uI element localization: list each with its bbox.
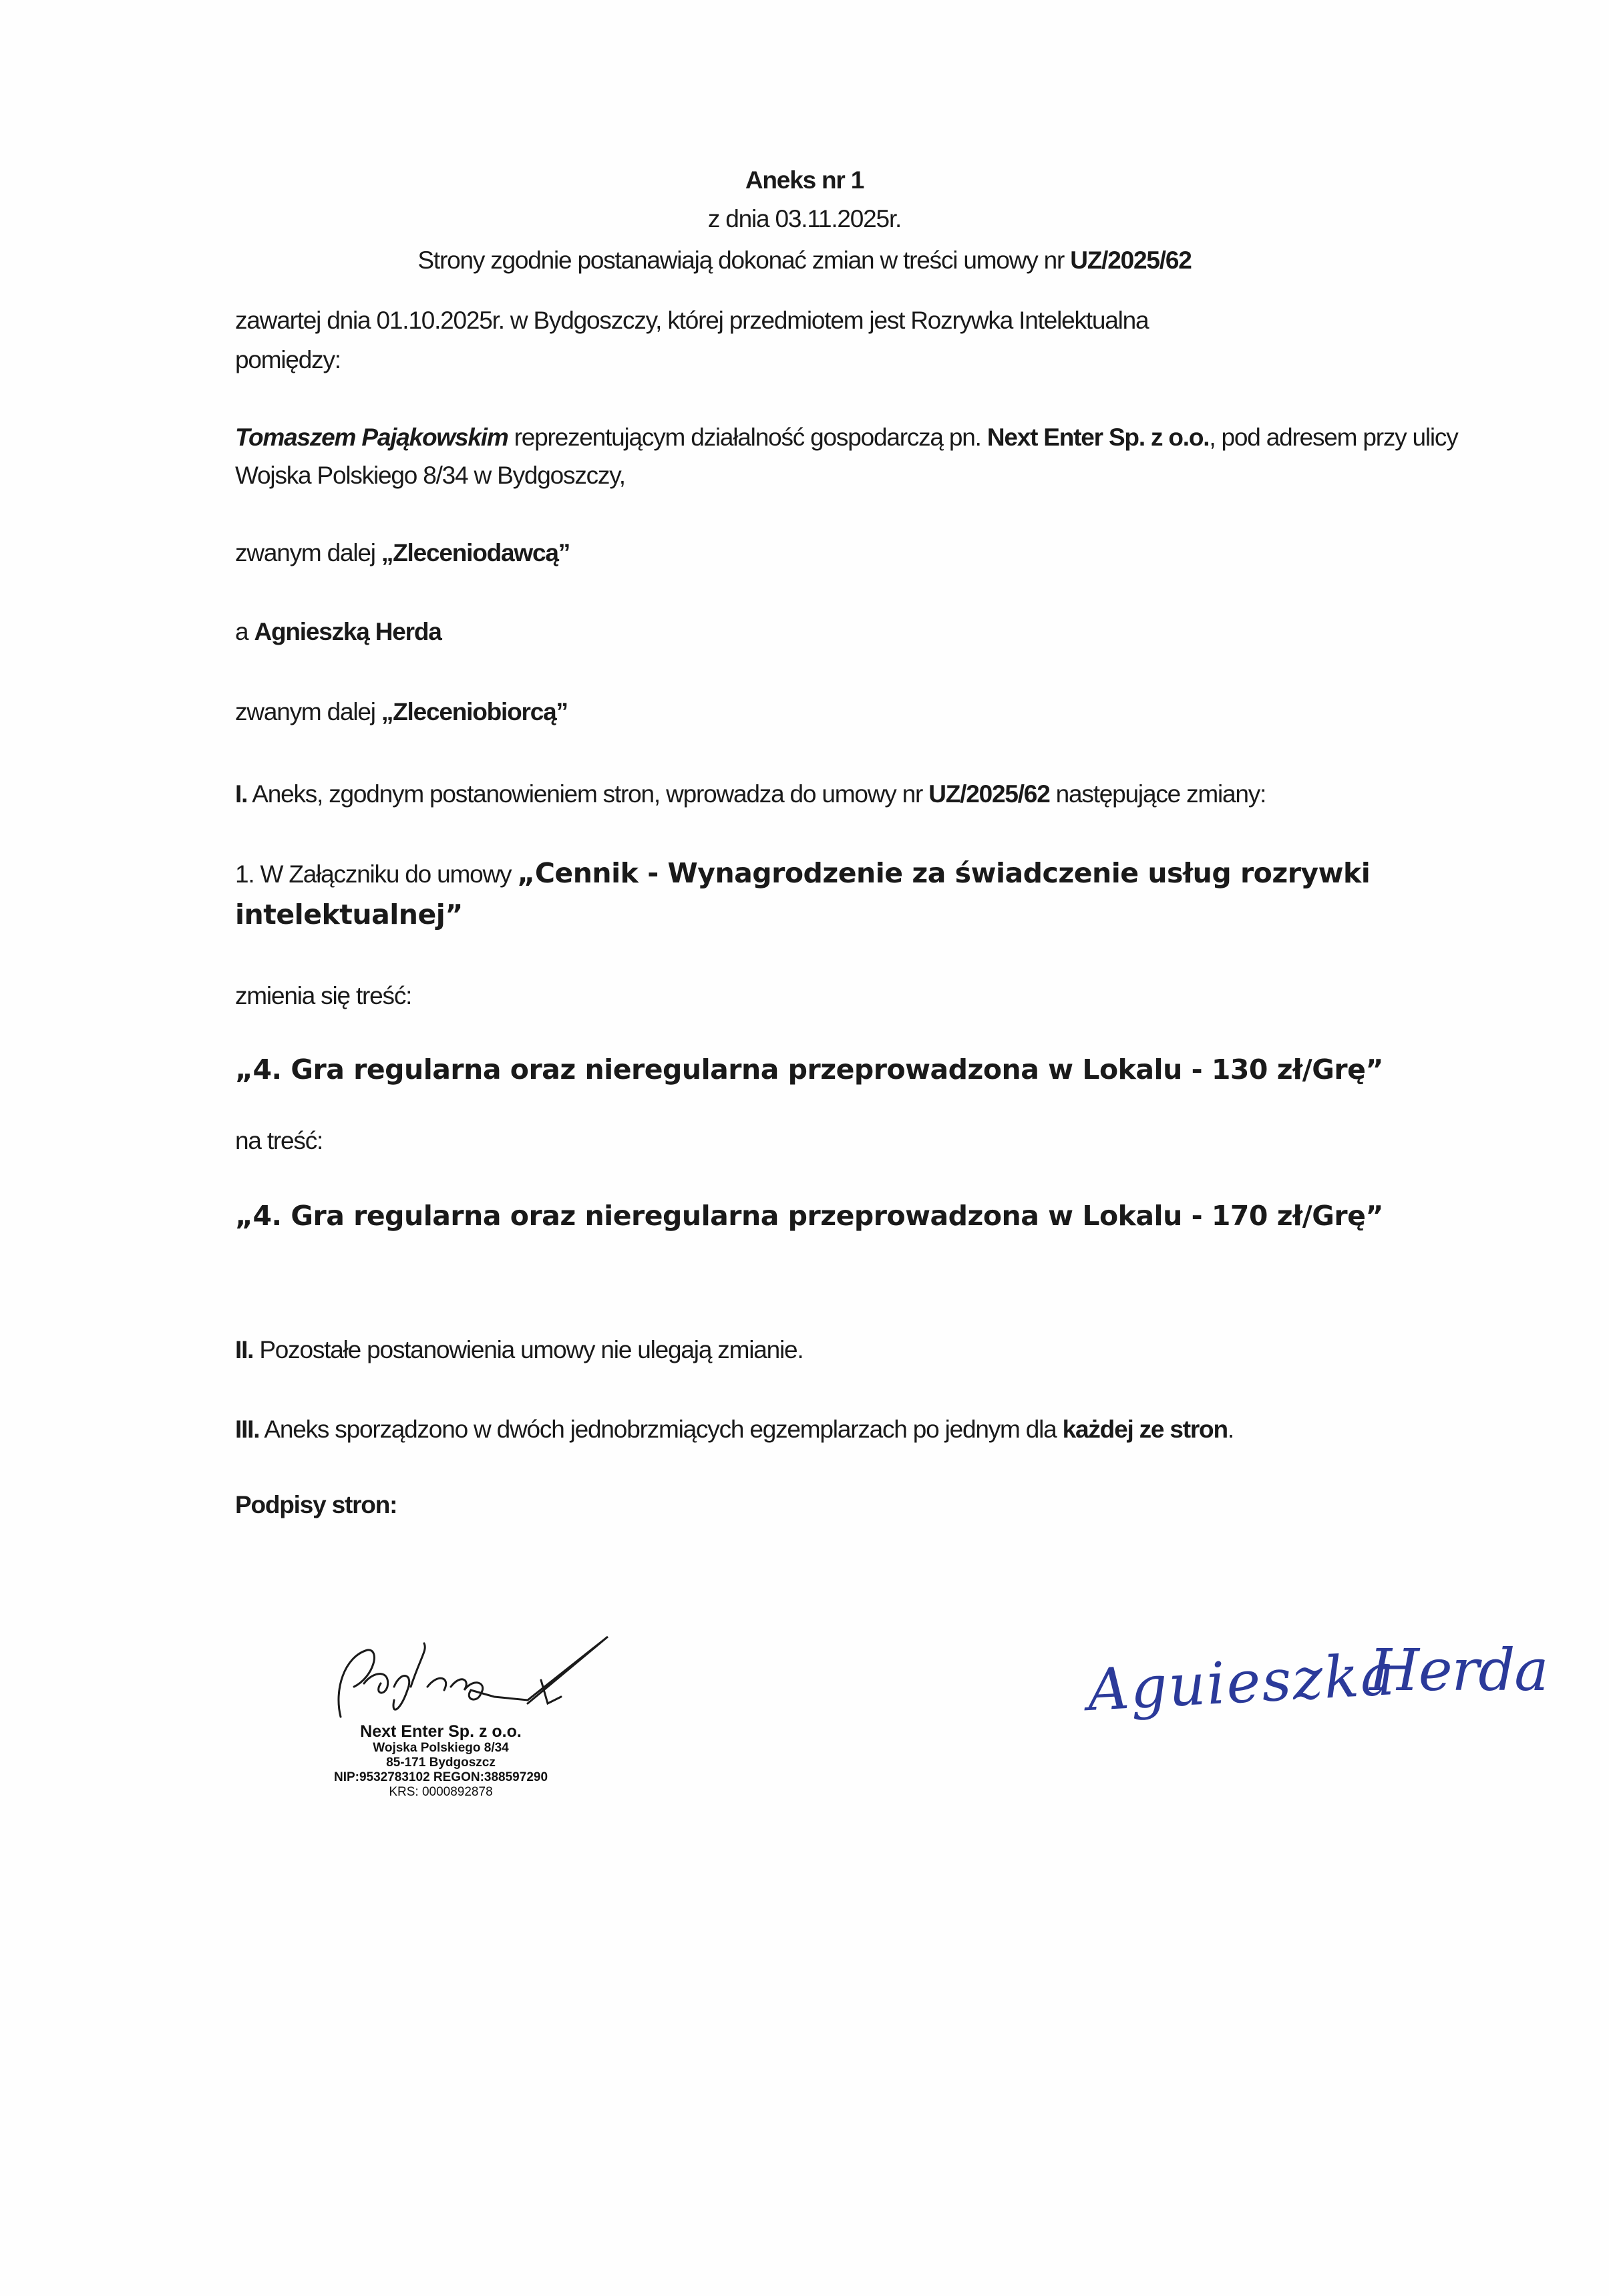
svg-text:Aguieszka: Aguieszka [1085, 1641, 1398, 1724]
called2-line [235, 697, 568, 727]
party2-line [235, 617, 441, 647]
company-stamp [307, 1722, 574, 1800]
section-3-text: Aneks sporządzono w dwóch jednobrzmiących egzemplarzach po jednym dla [259, 1416, 1063, 1443]
new-clause: „4. Gra regularna oraz nieregularna przeprowadzona w Lokalu - 170 zł/Grę” [235, 1200, 1383, 1232]
stamp-street: Wojska Polskiego 8/34 [373, 1741, 509, 1755]
item-1-prefix: 1. W Załączniku do umowy [235, 860, 518, 888]
section-1-contract: UZ/2025/62 [928, 780, 1050, 808]
section-1-text: Aneks, zgodnym postanowieniem stron, wprowadza do umowy nr [247, 780, 929, 808]
stamp-ids: NIP:9532783102 REGON:388597290 [333, 1770, 548, 1784]
party1-text: reprezentującym działalność gospodarczą pn. [508, 424, 987, 451]
called1-prefix: zwanym dalej [235, 539, 381, 566]
price-list-title: „Cennik - Wynagrodzenie za świadczenie usług rozrywki [517, 857, 1371, 889]
party1-text2: , pod adresem przy ulicy [1209, 424, 1458, 451]
stamp-city: 85-171 Bydgoszcz [386, 1756, 496, 1770]
section-3 [235, 1415, 1234, 1444]
to-text: na treść: [235, 1127, 323, 1154]
document-title: Aneks nr 1 [745, 166, 864, 194]
concluded-line: zawartej dnia 01.10.2025r. w Bydgoszczy, której przedmiotem jest Rozrywka Intelektualna [235, 307, 1149, 334]
section-3-end: . [1227, 1416, 1234, 1443]
intro-text: Strony zgodnie postanawiają dokonać zmian w treści umowy nr [417, 247, 1071, 274]
stamp-krs: KRS: 0000892878 [389, 1785, 493, 1799]
section-2-number: II. [235, 1336, 254, 1363]
party2-name: Agnieszką Herda [254, 618, 441, 645]
called1-line [235, 538, 570, 568]
stamp-company: Next Enter Sp. z o.o. [360, 1722, 522, 1741]
called2-prefix: zwanym dalej [235, 698, 381, 725]
item-1 [235, 858, 1370, 889]
party1-address: Wojska Polskiego 8/34 w Bydgoszczy, [235, 462, 625, 489]
intro-line [0, 246, 1609, 275]
document-date: z dnia 03.11.2025r. [707, 205, 902, 232]
section-3-bold: każdej ze stron [1062, 1416, 1228, 1443]
changes-text: zmienia się treść: [235, 982, 412, 1009]
party1-company: Next Enter Sp. z o.o. [987, 424, 1210, 451]
section-3-number: III. [235, 1416, 260, 1443]
party1-name: Tomaszem Pająkowskim [235, 424, 508, 451]
price-list-title-cont: intelektualnej” [235, 898, 463, 931]
section-1 [235, 780, 1266, 809]
left-signature [327, 1630, 635, 1737]
called1-role: „Zleceniodawcą” [381, 539, 570, 566]
called2-role: „Zleceniobiorcą” [381, 698, 568, 725]
section-2 [235, 1335, 803, 1365]
old-clause: „4. Gra regularna oraz nieregularna przeprowadzona w Lokalu - 130 zł/Grę” [235, 1053, 1383, 1086]
section-2-text: Pozostałe postanowienia umowy nie ulegają zmianie. [253, 1336, 803, 1363]
signatures-label: Podpisy stron: [235, 1491, 397, 1518]
contract-number: UZ/2025/62 [1070, 247, 1192, 274]
right-signature [1075, 1630, 1556, 1777]
svg-text:Herda: Herda [1369, 1637, 1548, 1704]
party1-line [235, 423, 1458, 452]
section-1-text2: następujące zmiany: [1049, 780, 1266, 808]
party2-prefix: a [235, 618, 254, 645]
section-1-number: I. [235, 780, 248, 808]
between-line: pomiędzy: [235, 346, 341, 373]
